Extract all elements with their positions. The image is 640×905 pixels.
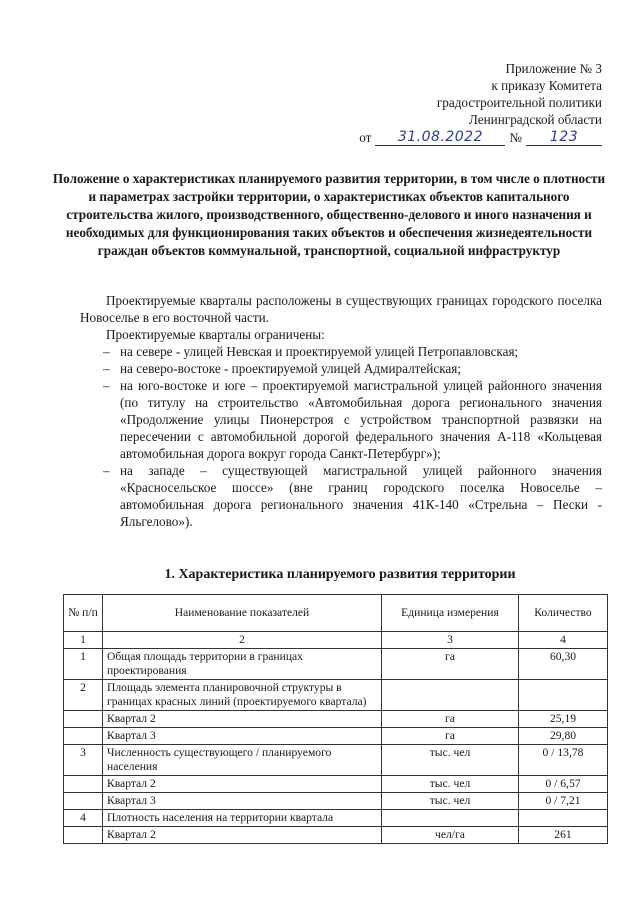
dash-bullet: – [103, 463, 110, 478]
table-cell: Квартал 2 [103, 711, 382, 728]
table-cell: 1 [64, 632, 103, 649]
table-cell: 3 [64, 745, 103, 776]
table-cell: 2 [103, 632, 382, 649]
table-cell: 0 / 13,78 [519, 745, 608, 776]
list-item [80, 462, 602, 530]
appendix-line: к приказу Комитета [491, 78, 602, 93]
table-row [64, 745, 608, 776]
table-cell: 25,19 [519, 711, 608, 728]
table-cell: га [382, 711, 519, 728]
body-text [80, 292, 602, 530]
section-title: 1. Характеристика планируемого развития территории [164, 567, 516, 582]
appendix-header [359, 60, 602, 146]
table-header-row [64, 595, 608, 632]
table-cell: Квартал 2 [103, 776, 382, 793]
appendix-line: градостроительной политики [436, 95, 602, 110]
header-indicator: Наименование показателей [103, 595, 382, 632]
location-paragraph: Проектируемые кварталы расположены в существующих границах городского поселка Новоселье в его восточной части. [80, 293, 602, 325]
dash-bullet: – [103, 361, 110, 376]
table-cell: 29,80 [519, 728, 608, 745]
handwritten-date: 31.08.2022 [375, 129, 505, 146]
document-title: Положение о характеристиках планируемого развития территории, в том числе о плотности и параметрах застройки территории, о характеристиках объектов капитального строительства жилого, производственного, общественно-делового и иного назначения и необходимых для функционирования таких объектов и обеспечения жизнедеятельности граждан объектов коммунальной, транспортной, социальной инфраструктур [52, 171, 606, 258]
table-cell: тыс. чел [382, 745, 519, 776]
table-row [64, 793, 608, 810]
table-cell: Общая площадь территории в границах проектирования [103, 649, 382, 680]
table-cell: Квартал 3 [103, 793, 382, 810]
table-cell [64, 776, 103, 793]
table-cell: Квартал 3 [103, 728, 382, 745]
appendix-line: Приложение № 3 [505, 61, 602, 76]
header-number: № п/п [64, 595, 103, 632]
table-row [64, 711, 608, 728]
table-cell [64, 793, 103, 810]
list-item-text: на западе – существующей магистральной улицей районного значения «Красносельское шоссе» (вне границ городского поселка Новоселье – автомобильная дорога регионального значения 41К-140 «Стрельна – Пески - Яльгелово»). [120, 463, 602, 529]
table-cell: 4 [519, 632, 608, 649]
table-cell: 4 [64, 810, 103, 827]
dash-bullet: – [103, 344, 110, 359]
header-unit: Единица измерения [382, 595, 519, 632]
table-cell: Площадь элемента планировочной структуры в границах красных линий (проектируемого квартала) [103, 680, 382, 711]
table-cell: 0 / 6,57 [519, 776, 608, 793]
list-item-text: на северо-востоке - проектируемой улицей Адмиралтейская; [120, 361, 461, 376]
header-quantity: Количество [519, 595, 608, 632]
table-body [64, 632, 608, 844]
table-cell [382, 810, 519, 827]
list-item-text: на севере - улицей Невская и проектируемой улицей Петропавловская; [120, 344, 519, 359]
table-cell [519, 680, 608, 711]
table-cell: 60,30 [519, 649, 608, 680]
table-cell: тыс. чел [382, 776, 519, 793]
table-row [64, 649, 608, 680]
table-row [64, 680, 608, 711]
table-cell [64, 711, 103, 728]
table-cell: 3 [382, 632, 519, 649]
table-cell: Плотность населения на территории квартала [103, 810, 382, 827]
table-row [64, 827, 608, 844]
table-cell [382, 680, 519, 711]
number-prefix: № [509, 130, 522, 145]
table-row [64, 728, 608, 745]
list-item [80, 360, 602, 377]
bounds-intro: Проектируемые кварталы ограничены: [106, 327, 325, 342]
list-item-text: на юго-востоке и юге – проектируемой магистральной улицей районного значения (по титулу на строительство «Автомобильная дорога регионального значения «Продолжение улицы Пионерстроя с устройством транспортной развязки на пересечении с автомобильной дорогой федерального значения А-118 «Кольцевая автомобильная дорога вокруг города Санкт-Петербург»); [120, 378, 602, 461]
date-prefix: от [359, 130, 372, 145]
table-cell: 2 [64, 680, 103, 711]
table-row [64, 810, 608, 827]
table-cell: Численность существующего / планируемого населения [103, 745, 382, 776]
characteristics-table [63, 594, 608, 844]
handwritten-number: 123 [526, 129, 602, 146]
table-cell: 0 / 7,21 [519, 793, 608, 810]
list-item [80, 377, 602, 462]
table-cell [64, 827, 103, 844]
table-row [64, 776, 608, 793]
table-cell: чел/га [382, 827, 519, 844]
table-cell: тыс. чел [382, 793, 519, 810]
list-item [80, 343, 602, 360]
table-cell [519, 810, 608, 827]
table-cell [64, 728, 103, 745]
dash-bullet: – [103, 378, 110, 393]
table-cell: Квартал 2 [103, 827, 382, 844]
table-numbering-row [64, 632, 608, 649]
bounds-list [80, 343, 602, 530]
table-cell: га [382, 728, 519, 745]
table-cell: 261 [519, 827, 608, 844]
table-cell: га [382, 649, 519, 680]
order-date-line [359, 129, 602, 146]
appendix-line: Ленинградской области [468, 112, 602, 127]
table-cell: 1 [64, 649, 103, 680]
